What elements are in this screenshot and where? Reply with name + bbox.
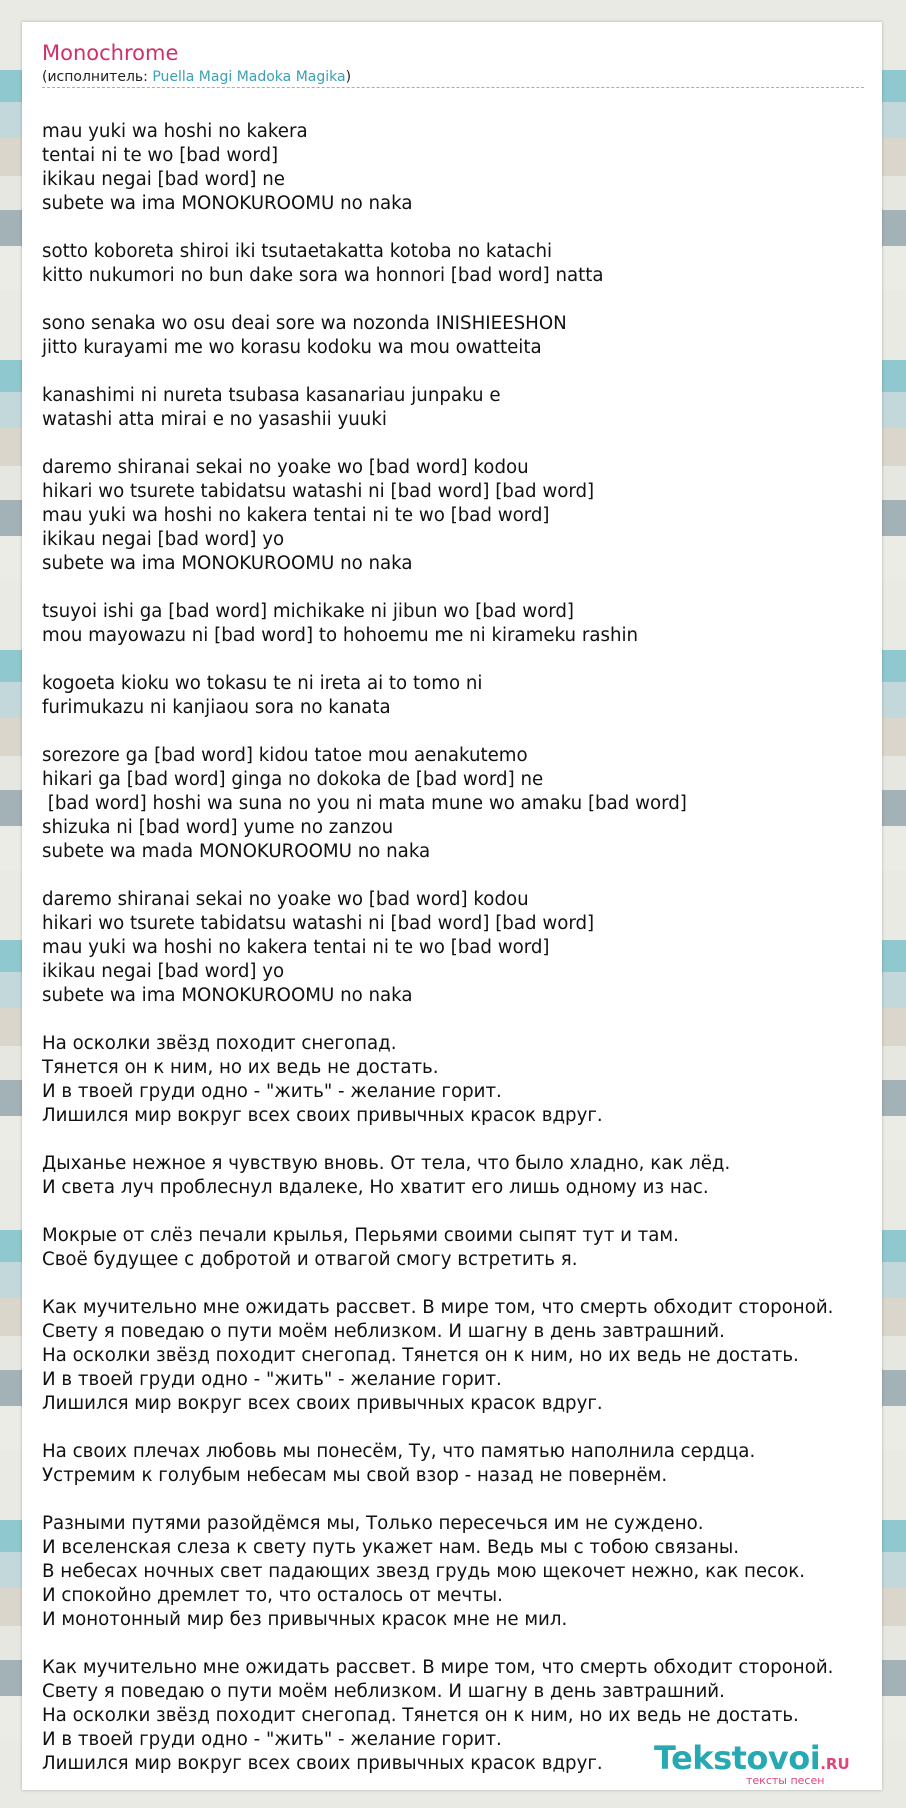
lyric-line: Как мучительно мне ожидать рассвет. В мире том, что смерть обходит стороной. — [42, 1297, 834, 1318]
lyric-line: Свету я поведаю о пути моём неблизком. И шагну в день завтрашний. — [42, 1681, 725, 1702]
logo-name: Tekstovoi — [654, 1739, 821, 1777]
lyric-line: В небесах ночных свет падающих звезд грудь мою щекочет нежно, как песок. — [42, 1561, 805, 1582]
stanza-break — [42, 1488, 882, 1512]
lyric-line: Лишился мир вокруг всех своих привычных красок вдруг. — [42, 1753, 603, 1774]
lyric-line: На осколки звёзд походит снегопад. — [42, 1033, 397, 1054]
lyric-line: mou mayowazu ni [bad word] to hohoemu me ni kirameku rashin — [42, 625, 639, 646]
stanza-break — [42, 1200, 882, 1224]
artist-suffix: ) — [345, 69, 352, 85]
lyric-line: Тянется он к ним, но их ведь не достать. — [42, 1057, 439, 1078]
lyric-line: mau yuki wa hoshi no kakera tentai ni te wo [bad word] — [42, 937, 550, 958]
lyric-line: [bad word] hoshi wa suna no you ni mata mune wo amaku [bad word] — [42, 793, 687, 814]
lyric-line: hikari wo tsurete tabidatsu watashi ni [bad word] [bad word] — [42, 913, 595, 934]
lyric-line: subete wa ima MONOKUROOMU no naka — [42, 985, 413, 1006]
stanza-break — [42, 216, 882, 240]
lyric-line: На своих плечах любовь мы понесём, Ту, что памятью наполнила сердца. — [42, 1441, 756, 1462]
lyric-line: mau yuki wa hoshi no kakera tentai ni te wo [bad word] — [42, 505, 550, 526]
stanza-break — [42, 288, 882, 312]
stanza-break — [42, 1128, 882, 1152]
logo-tld: .RU — [820, 1755, 850, 1773]
lyric-line: hikari wo tsurete tabidatsu watashi ni [bad word] [bad word] — [42, 481, 595, 502]
site-logo[interactable] — [654, 1738, 884, 1804]
logo-tagline: тексты песен — [746, 1774, 825, 1787]
lyric-line: На осколки звёзд походит снегопад. Тянется он к ним, но их ведь не достать. — [42, 1705, 799, 1726]
lyric-line: sotto koboreta shiroi iki tsutaetakatta kotoba no katachi — [42, 241, 553, 262]
lyric-line: subete wa ima MONOKUROOMU no naka — [42, 553, 413, 574]
lyrics-body — [42, 120, 882, 1776]
lyric-line: И в твоей груди одно - "жить" - желание горит. — [42, 1729, 502, 1750]
lyric-line: Мокрые от слёз печали крылья, Перьями своими сыпят тут и там. — [42, 1225, 679, 1246]
stanza-break — [42, 1632, 882, 1656]
lyric-line: tentai ni te wo [bad word] — [42, 145, 279, 166]
lyric-line: И в твоей груди одно - "жить" - желание горит. — [42, 1369, 502, 1390]
lyric-line: kitto nukumori no bun dake sora wa honnori [bad word] natta — [42, 265, 604, 286]
lyric-line: ikikau negai [bad word] yo — [42, 529, 285, 550]
stanza-break — [42, 864, 882, 888]
artist-link[interactable]: Puella Magi Madoka Magika — [152, 69, 346, 85]
lyric-line: jitto kurayami me wo korasu kodoku wa mou owatteita — [42, 337, 542, 358]
lyric-line: mau yuki wa hoshi no kakera — [42, 121, 308, 142]
stanza-break — [42, 648, 882, 672]
lyric-line: Своё будущее с добротой и отвагой смогу встретить я. — [42, 1249, 578, 1270]
lyric-line: tsuyoi ishi ga [bad word] michikake ni jibun wo [bad word] — [42, 601, 575, 622]
lyric-line: И вселенская слеза к свету путь укажет нам. Ведь мы с тобою связаны. — [42, 1537, 740, 1558]
stanza-break — [42, 576, 882, 600]
lyric-line: subete wa ima MONOKUROOMU no naka — [42, 193, 413, 214]
stanza-break — [42, 1272, 882, 1296]
lyric-line: subete wa mada MONOKUROOMU no naka — [42, 841, 431, 862]
stanza-break — [42, 720, 882, 744]
lyric-line: Устремим к голубым небесам мы свой взор - назад не повернём. — [42, 1465, 668, 1486]
stanza-break — [42, 1008, 882, 1032]
stanza-break — [42, 1416, 882, 1440]
lyric-line: furimukazu ni kanjiaou sora no kanata — [42, 697, 391, 718]
lyric-line: И монотонный мир без привычных красок мне не мил. — [42, 1609, 568, 1630]
lyric-line: ikikau negai [bad word] yo — [42, 961, 285, 982]
lyric-line: Как мучительно мне ожидать рассвет. В мире том, что смерть обходит стороной. — [42, 1657, 834, 1678]
lyric-line: kogoeta kioku wo tokasu te ni ireta ai to tomo ni — [42, 673, 483, 694]
artist-line — [42, 68, 864, 88]
artist-prefix: (исполнитель: — [42, 69, 153, 85]
lyric-line: daremo shiranai sekai no yoake wo [bad word] kodou — [42, 457, 529, 478]
lyric-line: Свету я поведаю о пути моём неблизком. И шагну в день завтрашний. — [42, 1321, 725, 1342]
stanza-break — [42, 432, 882, 456]
stanza-break — [42, 360, 882, 384]
lyric-line: Разными путями разойдёмся мы, Только пересечься им не суждено. — [42, 1513, 704, 1534]
song-title: Monochrome — [42, 41, 179, 65]
lyric-line: watashi atta mirai e no yasashii yuuki — [42, 409, 387, 430]
lyric-line: kanashimi ni nureta tsubasa kasanariau junpaku e — [42, 385, 501, 406]
lyric-line: daremo shiranai sekai no yoake wo [bad word] kodou — [42, 889, 529, 910]
lyric-line: hikari ga [bad word] ginga no dokoka de [bad word] ne — [42, 769, 544, 790]
lyric-line: На осколки звёзд походит снегопад. Тянется он к ним, но их ведь не достать. — [42, 1345, 799, 1366]
lyrics-card — [22, 22, 882, 1790]
lyric-line: Лишился мир вокруг всех своих привычных красок вдруг. — [42, 1393, 603, 1414]
lyric-line: Дыханье нежное я чувствую вновь. От тела, что было хладно, как лёд. — [42, 1153, 731, 1174]
lyric-line: И света луч проблеснул вдалеке, Но хватит его лишь одному из нас. — [42, 1177, 709, 1198]
lyric-line: ikikau negai [bad word] ne — [42, 169, 285, 190]
lyric-line: shizuka ni [bad word] yume no zanzou — [42, 817, 394, 838]
lyric-line: sorezore ga [bad word] kidou tatoe mou aenakutemo — [42, 745, 528, 766]
lyric-line: И в твоей груди одно - "жить" - желание горит. — [42, 1081, 502, 1102]
lyric-line: И спокойно дремлет то, что осталось от мечты. — [42, 1585, 503, 1606]
lyric-line: sono senaka wo osu deai sore wa nozonda INISHIEESHON — [42, 313, 567, 334]
lyric-line: Лишился мир вокруг всех своих привычных красок вдруг. — [42, 1105, 603, 1126]
